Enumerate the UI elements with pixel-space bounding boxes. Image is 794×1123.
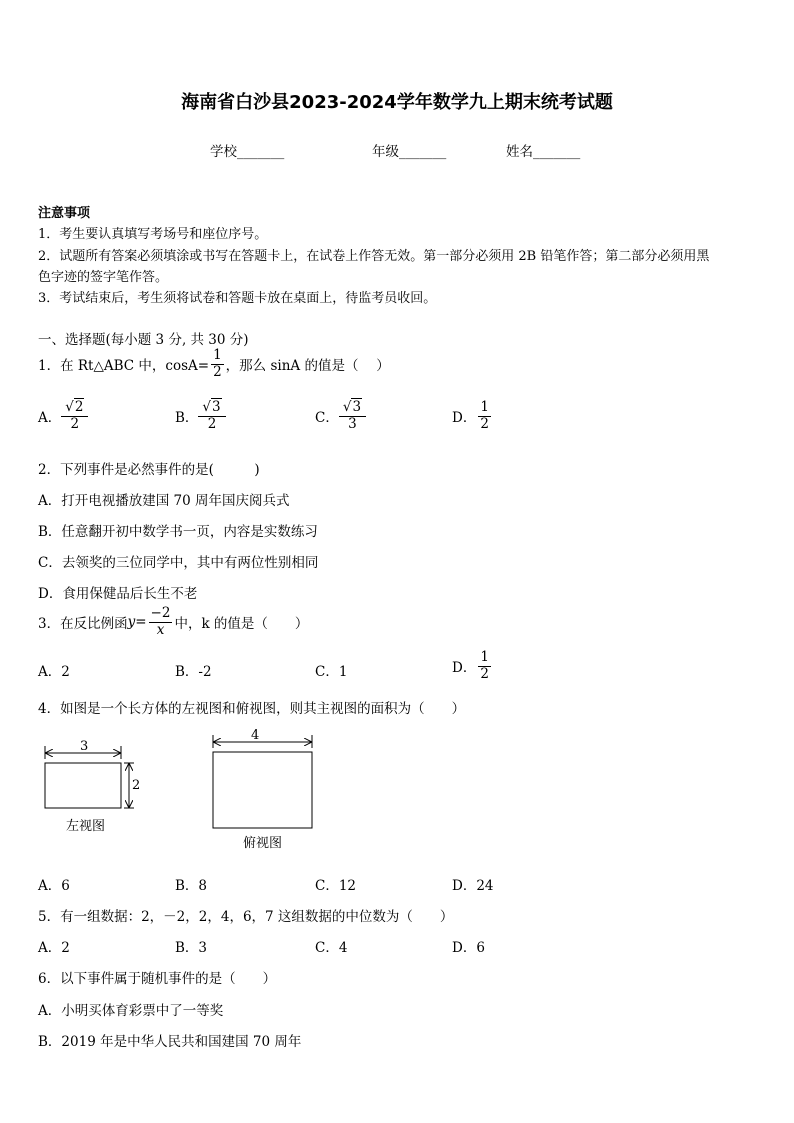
option-den: 2 bbox=[480, 415, 489, 432]
school-field bbox=[210, 140, 284, 160]
left-height-label: 2 bbox=[132, 778, 141, 793]
option-num: 1 bbox=[480, 399, 489, 415]
q3-eq: = bbox=[135, 614, 147, 631]
q3-option-d bbox=[452, 650, 493, 682]
note-item: 1．考生要认真填写考场号和座位序号。 bbox=[38, 227, 268, 242]
q3-option-b: B．-2 bbox=[175, 664, 212, 680]
q1-frac-num: 1 bbox=[213, 347, 222, 363]
q4-option-c: C．12 bbox=[315, 878, 357, 894]
option-den: 3 bbox=[339, 416, 366, 433]
option-den: 2 bbox=[198, 416, 225, 433]
option-den: 2 bbox=[61, 416, 88, 433]
q5-option-b: B．3 bbox=[175, 940, 208, 956]
option-sqrt: √2 bbox=[65, 399, 84, 415]
exam-title: 海南省白沙县2023-2024学年数学九上期末统考试题 bbox=[181, 92, 613, 113]
q5-option-d: D．6 bbox=[452, 940, 485, 956]
q1-frac-den: 2 bbox=[213, 363, 222, 380]
option-letter: D． bbox=[452, 410, 477, 427]
left-width-label: 3 bbox=[80, 739, 89, 754]
q4-figure bbox=[36, 726, 336, 856]
q3-option-a: A．2 bbox=[38, 664, 70, 680]
q1-option-a bbox=[38, 400, 88, 432]
option-fraction bbox=[63, 400, 86, 432]
q3-stem-pre: 3．在反比例函 bbox=[38, 616, 128, 633]
option-fraction bbox=[478, 400, 491, 432]
school-blank: _______ bbox=[237, 144, 285, 160]
top-view-rect bbox=[213, 752, 312, 828]
radicand: 3 bbox=[352, 399, 362, 415]
q1-stem-post: ，那么 sinA 的值是（ ） bbox=[225, 358, 390, 375]
option-fraction bbox=[200, 400, 223, 432]
note-item: 3．考试结束后，考生须将试卷和答题卡放在桌面上，待监考员收回。 bbox=[38, 291, 437, 306]
q1-fraction bbox=[211, 348, 224, 380]
section-heading: 一、选择题(每小题 3 分, 共 30 分) bbox=[38, 332, 249, 348]
name-label: 姓名 bbox=[506, 144, 533, 160]
grade-blank: _______ bbox=[399, 144, 447, 160]
radicand: 3 bbox=[212, 399, 221, 415]
grade-field bbox=[372, 140, 446, 160]
grade-label: 年级 bbox=[372, 144, 399, 160]
q3-y: y bbox=[127, 614, 136, 631]
q3-stem-post: 中，k 的值是（ ） bbox=[174, 616, 309, 633]
option-letter: D． bbox=[452, 660, 477, 677]
q2-option-d: D．食用保健品后长生不老 bbox=[38, 586, 198, 602]
question-4: 4．如图是一个长方体的左视图和俯视图，则其主视图的面积为（ ） bbox=[38, 701, 466, 717]
q4-option-d: D．24 bbox=[452, 878, 494, 894]
option-fraction bbox=[341, 400, 364, 432]
option-letter: C． bbox=[315, 410, 339, 427]
option-sqrt: √3 bbox=[342, 399, 362, 415]
radicand: 2 bbox=[74, 399, 84, 415]
name-blank: _______ bbox=[533, 144, 581, 160]
q6-option-b: B．2019 年是中华人民共和国建国 70 周年 bbox=[38, 1034, 302, 1050]
q2-option-c: C．去领奖的三位同学中，其中有两位性别相同 bbox=[38, 555, 319, 571]
option-letter: B． bbox=[175, 410, 199, 427]
q4-option-a: A．6 bbox=[38, 878, 70, 894]
option-sqrt: √3 bbox=[202, 399, 221, 415]
q4-option-b: B．8 bbox=[175, 878, 208, 894]
option-num: 1 bbox=[480, 649, 489, 665]
name-field bbox=[506, 140, 580, 160]
question-5: 5．有一组数据：2，－2，2，4，6，7 这组数据的中位数为（ ） bbox=[38, 909, 454, 925]
q3-fraction bbox=[149, 606, 173, 638]
q6-option-a: A．小明买体育彩票中了一等奖 bbox=[38, 1003, 224, 1019]
q5-option-a: A．2 bbox=[38, 940, 70, 956]
top-width-label: 4 bbox=[251, 728, 260, 743]
q1-option-b bbox=[175, 400, 226, 432]
left-view-rect bbox=[45, 763, 121, 808]
notes-heading: 注意事项 bbox=[38, 206, 91, 221]
q2-option-a: A．打开电视播放建国 70 周年国庆阅兵式 bbox=[38, 493, 290, 509]
q3-frac-num: −2 bbox=[150, 605, 171, 621]
q1-option-c bbox=[315, 400, 366, 432]
q1-option-d bbox=[452, 400, 493, 432]
q3-option-c: C．1 bbox=[315, 664, 348, 680]
school-label: 学校 bbox=[210, 144, 237, 160]
question-3 bbox=[38, 606, 308, 638]
q1-stem-pre: 1．在 Rt△ABC 中，cosA= bbox=[38, 358, 210, 375]
q5-option-c: C．4 bbox=[315, 940, 348, 956]
left-view-caption: 左视图 bbox=[66, 819, 106, 834]
question-2: 2．下列事件是必然事件的是( ) bbox=[38, 462, 260, 478]
top-view-caption: 俯视图 bbox=[243, 836, 283, 851]
q3-frac-den: x bbox=[156, 621, 165, 638]
note-item: 色字迹的签字笔作答。 bbox=[38, 270, 169, 285]
option-letter: A． bbox=[38, 410, 62, 427]
question-6: 6．以下事件属于随机事件的是（ ） bbox=[38, 971, 277, 987]
option-fraction bbox=[478, 650, 491, 682]
note-item: 2．试题所有答案必须填涂或书写在答题卡上，在试卷上作答无效。第一部分必须用 2B 铅笔作答；第二部分必须用黑 bbox=[38, 249, 710, 264]
option-den: 2 bbox=[480, 665, 489, 682]
q2-option-b: B．任意翻开初中数学书一页，内容是实数练习 bbox=[38, 524, 318, 540]
question-1 bbox=[38, 348, 390, 380]
